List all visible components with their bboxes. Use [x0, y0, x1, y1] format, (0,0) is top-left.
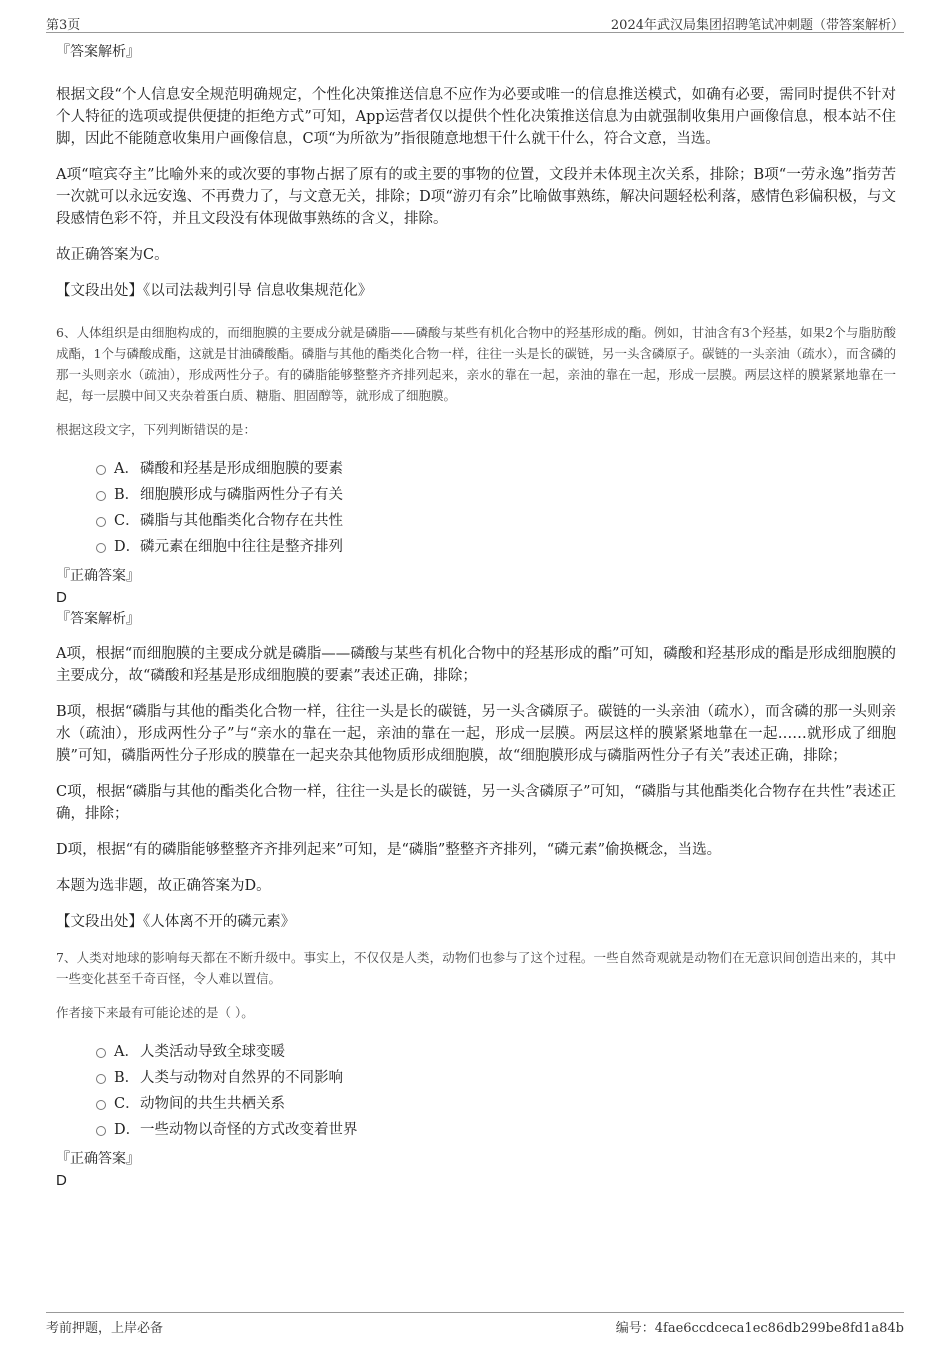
- page-number: 第3页: [46, 18, 81, 33]
- passage-source: 【文段出处】《人体离不开的磷元素》: [56, 914, 296, 930]
- passage-source: 【文段出处】《以司法裁判引导 信息收集规范化》: [56, 283, 373, 299]
- option-a[interactable]: A．磷酸和羟基是形成细胞膜的要素: [96, 456, 896, 482]
- analysis-paragraph: A项“喧宾夺主”比喻外来的或次要的事物占据了原有的或主要的事物的位置，文段并未体现主次关系，排除；B项“一劳永逸”指劳苦一次就可以永远安逸、不再费力了，与文意无关，排除；D项“游刃有余”比喻做事熟练，解决问题轻松利落，感情色彩偏积极，与文段感情色彩不符，并且文段没有体现做事熟练的含义，排除。: [56, 167, 896, 227]
- page-header: [46, 12, 904, 33]
- option-a[interactable]: A．人类活动导致全球变暖: [96, 1039, 896, 1065]
- question-7-text: 7、人类对地球的影响每天都在不断升级中。事实上，不仅仅是人类，动物们也参与了这个过程。一些自然奇观就是动物们在无意识间创造出来的，其中一些变化甚至千奇百怪，令人难以置信。: [56, 950, 896, 986]
- correct-answer: D: [56, 589, 67, 606]
- radio-icon[interactable]: [96, 543, 106, 553]
- radio-icon[interactable]: [96, 1126, 106, 1136]
- radio-icon[interactable]: [96, 517, 106, 527]
- radio-icon[interactable]: [96, 1074, 106, 1084]
- option-d[interactable]: D．一些动物以奇怪的方式改变着世界: [96, 1117, 896, 1143]
- analysis-label: 『答案解析』: [56, 44, 140, 60]
- page-footer: [46, 1312, 904, 1335]
- analysis-paragraph: A项，根据“而细胞膜的主要成分就是磷脂——磷酸与某些有机化合物中的羟基形成的酯”可知，磷酸和羟基形成的酯是形成细胞膜的主要成分，故“磷酸和羟基是形成细胞膜的要素”表述正确，排除；: [56, 646, 896, 684]
- question-6-text: 6、人体组织是由细胞构成的，而细胞膜的主要成分就是磷脂——磷酸与某些有机化合物中的羟基形成的酯。例如，甘油含有3个羟基，如果2个与脂肪酸成酯，1个与磷酸成酯，这就是甘油磷酸酯。磷脂与其他的酯类化合物一样，往往一头是长的碳链，另一头含磷原子。碳链的一头亲油（疏水），而含磷的那一头则亲水（疏油），形成两性分子。有的磷脂能够整整齐齐排列起来，亲水的靠在一起，亲油的靠在一起，形成一层膜。两层这样的膜紧紧地靠在一起，每一层膜中间又夹杂着蛋白质、糖脂、胆固醇等，就形成了细胞膜。: [56, 325, 896, 403]
- analysis-paragraph: B项，根据“磷脂与其他的酯类化合物一样，往往一头是长的碳链，另一头含磷原子。碳链的一头亲油（疏水），而含磷的那一头则亲水（疏油），形成两性分子”与“亲水的靠在一起，亲油的靠在一起，形成一层膜。两层这样的膜紧紧地靠在一起……就形成了细胞膜”可知，磷脂两性分子形成的膜靠在一起夹杂其他物质形成细胞膜，故“细胞膜形成与磷脂两性分子有关”表述正确，排除；: [56, 704, 896, 764]
- document-title: 2024年武汉局集团招聘笔试冲刺题（带答案解析）: [610, 18, 904, 33]
- analysis-paragraph: 根据文段“个人信息安全规范明确规定，个性化决策推送信息不应作为必要或唯一的信息推送模式，如确有必要，需同时提供不针对个人特征的选项或提供便捷的拒绝方式”可知，App运营者仅以提供个性化决策推送信息为由就强制收集用户画像信息，根本站不住脚，因此不能随意收集用户画像信息，C项“为所欲为”指很随意地想干什么就干什么，符合文意，当选。: [56, 87, 896, 147]
- option-c[interactable]: C．磷脂与其他酯类化合物存在共性: [96, 508, 896, 534]
- analysis-label: 『答案解析』: [56, 611, 140, 627]
- analysis-conclusion: 本题为选非题，故正确答案为D。: [56, 878, 271, 894]
- option-c[interactable]: C．动物间的共生共栖关系: [96, 1091, 896, 1117]
- question-6-options: [56, 456, 896, 560]
- radio-icon[interactable]: [96, 491, 106, 501]
- correct-answer: D: [56, 1172, 67, 1189]
- analysis-paragraph: C项，根据“磷脂与其他的酯类化合物一样，往往一头是长的碳链，另一头含磷原子”可知，“磷脂与其他酯类化合物存在共性”表述正确，排除；: [56, 784, 896, 822]
- radio-icon[interactable]: [96, 1048, 106, 1058]
- correct-answer-label: 『正确答案』: [56, 568, 140, 584]
- page-content: [56, 42, 896, 1192]
- document-id: 编号：4fae6ccdceca1ec86db299be8fd1a84b: [615, 1321, 904, 1336]
- question-6-prompt: 根据这段文字，下列判断错误的是：: [56, 422, 257, 437]
- analysis-conclusion: 故正确答案为C。: [56, 247, 169, 263]
- option-b[interactable]: B．细胞膜形成与磷脂两性分子有关: [96, 482, 896, 508]
- correct-answer-label: 『正确答案』: [56, 1151, 140, 1167]
- analysis-paragraph: D项，根据“有的磷脂能够整整齐齐排列起来”可知，是“磷脂”整整齐齐排列，“磷元素”偷换概念，当选。: [56, 842, 722, 858]
- question-7-prompt: 作者接下来最有可能论述的是（ ）。: [56, 1005, 254, 1020]
- question-7-options: [56, 1039, 896, 1143]
- option-b[interactable]: B．人类与动物对自然界的不同影响: [96, 1065, 896, 1091]
- radio-icon[interactable]: [96, 465, 106, 475]
- footer-slogan: 考前押题，上岸必备: [46, 1321, 164, 1336]
- option-d[interactable]: D．磷元素在细胞中往往是整齐排列: [96, 534, 896, 560]
- radio-icon[interactable]: [96, 1100, 106, 1110]
